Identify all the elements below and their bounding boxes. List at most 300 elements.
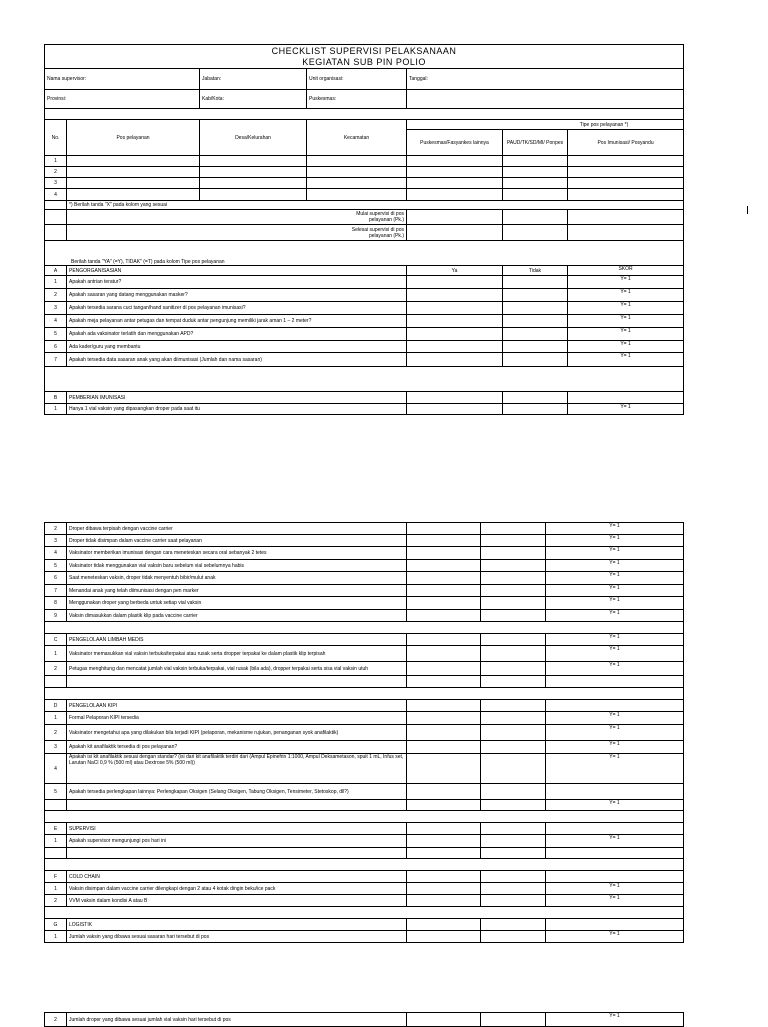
- table-cell: [67, 800, 407, 811]
- table-row: [45, 90, 684, 109]
- checklist-row: [45, 712, 684, 725]
- checklist-row: [45, 535, 684, 547]
- table-row: [45, 189, 684, 201]
- table-cell: Jumlah vaksin yang dibawa sesuai sasaran hari tersebut di pos: [67, 931, 407, 943]
- col-kecamatan-header: Kecamatan: [307, 120, 407, 156]
- table-cell: [200, 167, 307, 178]
- checklist-row: [45, 610, 684, 622]
- table-cell: [45, 907, 684, 919]
- table-cell: [407, 835, 481, 848]
- section-a-title: PENGORGANISASIAN: [67, 266, 407, 276]
- table-cell: [481, 523, 546, 535]
- table-cell: [407, 404, 503, 415]
- table-cell: [481, 741, 546, 754]
- table-row: [45, 69, 684, 90]
- table-row: [45, 634, 684, 646]
- table-cell: [568, 178, 684, 189]
- table-cell: [67, 178, 200, 189]
- table-cell: [481, 662, 546, 676]
- checklist-row: [45, 597, 684, 610]
- provinsi-label: Provinsi:: [45, 90, 200, 109]
- table-cell: [407, 800, 481, 811]
- table-cell: [481, 572, 546, 585]
- table-cell: 1: [45, 156, 67, 167]
- checklist-row: [45, 302, 684, 315]
- table-cell: [407, 560, 481, 572]
- table-cell: [546, 848, 684, 859]
- table-cell: Y= 1: [546, 535, 684, 547]
- table-cell: Menandai anak yang telah diimunisasi dengan pen marker: [67, 585, 407, 597]
- table-cell: 4: [45, 547, 67, 560]
- table-cell: [45, 622, 684, 634]
- pos-note: *) Berilah tanda "X" pada kolom yang sesuai: [67, 201, 684, 210]
- table-cell: [481, 1013, 546, 1027]
- checklist-page-2: [44, 522, 684, 943]
- table-cell: 3: [45, 535, 67, 547]
- table-cell: [45, 210, 67, 225]
- table-cell: 8: [45, 597, 67, 610]
- table-cell: Vaksinator memberikan imunisasi dengan cara meneteskan secara oral sebanyak 2 tetes: [67, 547, 407, 560]
- table-cell: [407, 523, 481, 535]
- table-row: [45, 178, 684, 189]
- checklist-row: [45, 835, 684, 848]
- table-cell: Y= 1: [546, 931, 684, 943]
- checklist-row: [45, 883, 684, 895]
- table-cell: 2: [45, 895, 67, 907]
- table-cell: [546, 676, 684, 688]
- table-cell: Y= 1: [568, 341, 684, 353]
- table-cell: Formal Pelaporan KIPI tersedia: [67, 712, 407, 725]
- table-cell: Apakah sasaran yang datang menggunakan masker?: [67, 289, 407, 302]
- table-cell: [481, 784, 546, 800]
- tanggal-label: Tanggal:: [407, 69, 684, 90]
- table-cell: [546, 700, 684, 712]
- table-cell: 4: [45, 315, 67, 328]
- table-row: [45, 45, 684, 69]
- table-cell: [45, 688, 684, 700]
- table-cell: Droper dibawa terpisah dengan vaccine carrier: [67, 523, 407, 535]
- table-cell: Y= 1: [546, 1013, 684, 1027]
- table-cell: [481, 597, 546, 610]
- table-cell: 2: [45, 662, 67, 676]
- table-cell: [407, 156, 503, 167]
- table-cell: Y= 1: [546, 547, 684, 560]
- table-cell: [407, 784, 481, 800]
- checklist-page-3: [44, 1012, 684, 1027]
- table-cell: Y= 1: [546, 662, 684, 676]
- table-cell: [481, 646, 546, 662]
- table-cell: [503, 315, 568, 328]
- table-cell: D: [45, 700, 67, 712]
- table-cell: [503, 276, 568, 289]
- table-cell: [481, 634, 546, 646]
- checklist-row: [45, 725, 684, 741]
- document-title: [45, 45, 684, 69]
- table-cell: Saat meneteskan vaksin, droper tidak menyentuh bibir/mulut anak: [67, 572, 407, 585]
- table-cell: [407, 535, 481, 547]
- table-row: [45, 210, 684, 225]
- table-cell: [407, 712, 481, 725]
- table-cell: [568, 225, 684, 241]
- table-cell: Y= 1: [546, 741, 684, 754]
- table-row: [45, 907, 684, 919]
- table-cell: [503, 404, 568, 415]
- table-cell: [503, 328, 568, 341]
- table-row: [45, 800, 684, 811]
- table-row: [45, 700, 684, 712]
- table-cell: [45, 367, 684, 392]
- table-cell: 5: [45, 560, 67, 572]
- table-row: [45, 688, 684, 700]
- table-cell: Vaksinator tidak menggunakan vial vaksin baru sebelum vial sebelumnya habis: [67, 560, 407, 572]
- table-cell: Apakah tersedia sarana cuci tangan/hand sanitizer di pos pelayanan imunisasi?: [67, 302, 407, 315]
- table-cell: C: [45, 634, 67, 646]
- table-cell: [407, 547, 481, 560]
- table-cell: Vaksin disimpan dalam vaccine carrier dilengkapi dengan 2 atau 4 kotak dingin beku/ice pack: [67, 883, 407, 895]
- table-cell: [45, 800, 67, 811]
- table-cell: [407, 610, 481, 622]
- table-cell: [503, 167, 568, 178]
- table-cell: [481, 676, 546, 688]
- selesai-supervisi-label: Selesai supervisi di pos pelayanan (Pk.): [67, 225, 407, 241]
- table-cell: [407, 276, 503, 289]
- col-paud-header: PAUD/TK/SD/MI/ Ponpes: [503, 130, 568, 156]
- table-cell: [568, 167, 684, 178]
- table-cell: [568, 156, 684, 167]
- checklist-row: [45, 662, 684, 676]
- table-cell: 2: [45, 289, 67, 302]
- table-cell: [503, 210, 568, 225]
- table-cell: [407, 328, 503, 341]
- table-cell: [503, 353, 568, 367]
- table-cell: [407, 634, 481, 646]
- table-cell: [481, 800, 546, 811]
- checklist-row: [45, 276, 684, 289]
- table-row: [45, 109, 684, 120]
- table-cell: Vaksinator mengetahui apa yang dilakukan bila terjadi KIPI (pelaporan, mekanisme rujukan, penanganan syok anafilaktik): [67, 725, 407, 741]
- table-cell: [407, 178, 503, 189]
- table-cell: [407, 1013, 481, 1027]
- table-cell: 5: [45, 784, 67, 800]
- table-cell: [407, 189, 503, 201]
- table-cell: [546, 784, 684, 800]
- instruction-text: Berilah tanda "YA" (=Y), TIDAK" (=T) pada kolom Tipe pos pelayanan: [45, 241, 684, 266]
- table-cell: Apakah meja pelayanan antar petugas dan tempat duduk antar pengunjung memiliki jarak aman 1 – 2 meter?: [67, 315, 407, 328]
- table-cell: Ada kader/guru yang membantu: [67, 341, 407, 353]
- table-cell: [481, 610, 546, 622]
- table-cell: E: [45, 823, 67, 835]
- table-cell: Y= 1: [568, 328, 684, 341]
- table-cell: Y= 1: [546, 800, 684, 811]
- table-row: [45, 167, 684, 178]
- table-cell: [568, 189, 684, 201]
- checklist-row: [45, 328, 684, 341]
- table-cell: [407, 676, 481, 688]
- table-cell: [67, 189, 200, 201]
- table-cell: [481, 883, 546, 895]
- table-cell: [407, 210, 503, 225]
- table-cell: [481, 535, 546, 547]
- table-cell: [481, 754, 546, 784]
- section-g-title: LOGISTIK: [67, 919, 407, 931]
- table-cell: 9: [45, 610, 67, 622]
- table-cell: Petugas menghitung dan mencatat jumlah vial vaksin terbuka/terpakai, vial rusak (bila ada), dropper terpakai serta sisa vial vaksin utuh: [67, 662, 407, 676]
- col-ya-header: Ya: [407, 266, 503, 276]
- table-cell: Jumlah droper yang dibawa sesuai jumlah vial vaksin hari tersebut di pos: [67, 1013, 407, 1027]
- table-cell: Menggunakan droper yang berbeda untuk setiap vial vaksin: [67, 597, 407, 610]
- table-cell: [481, 823, 546, 835]
- table-cell: [481, 848, 546, 859]
- table-cell: Apakah ada vaksinator terlatih dan menggunakan APD?: [67, 328, 407, 341]
- table-cell: [503, 178, 568, 189]
- table-row: [45, 848, 684, 859]
- table-cell: Y= 1: [546, 585, 684, 597]
- checklist-row: [45, 289, 684, 302]
- table-cell: Apakah supervisor mengunjungi pos hari ini: [67, 835, 407, 848]
- table-cell: [200, 156, 307, 167]
- table-cell: 1: [45, 404, 67, 415]
- table-cell: Y= 1: [546, 835, 684, 848]
- section-d-title: PENGELOLAAN KIPI: [67, 700, 407, 712]
- table-cell: 1: [45, 712, 67, 725]
- table-cell: Y= 1: [568, 276, 684, 289]
- table-cell: [200, 189, 307, 201]
- table-cell: [407, 225, 503, 241]
- table-cell: [407, 871, 481, 883]
- table-cell: [200, 178, 307, 189]
- table-cell: 2: [45, 523, 67, 535]
- checklist-row: [45, 523, 684, 535]
- section-c-title: PENGELOLAAN LIMBAH MEDIS: [67, 634, 407, 646]
- table-cell: [481, 725, 546, 741]
- table-row: [45, 859, 684, 871]
- table-cell: [307, 156, 407, 167]
- col-desa-header: Desa/Kelurahan: [200, 120, 307, 156]
- table-cell: [67, 156, 200, 167]
- table-cell: Apakah antrian teratur?: [67, 276, 407, 289]
- table-cell: [546, 919, 684, 931]
- checklist-row: [45, 341, 684, 353]
- checklist-row: [45, 585, 684, 597]
- table-row: [45, 241, 684, 266]
- table-cell: 6: [45, 341, 67, 353]
- table-cell: 2: [45, 725, 67, 741]
- kab-kota-label: Kab/Kota:: [200, 90, 307, 109]
- table-row: [45, 225, 684, 241]
- table-cell: 1: [45, 276, 67, 289]
- table-cell: [481, 919, 546, 931]
- table-row: [45, 919, 684, 931]
- table-row: [45, 201, 684, 210]
- table-cell: [407, 725, 481, 741]
- table-row: [45, 120, 684, 130]
- table-cell: 6: [45, 572, 67, 585]
- checklist-row: [45, 315, 684, 328]
- table-cell: Y= 1: [568, 289, 684, 302]
- nama-supervisor-label: Nama supervisor:: [45, 69, 200, 90]
- table-cell: 7: [45, 585, 67, 597]
- table-cell: Y= 1: [546, 712, 684, 725]
- table-cell: Y= 1: [568, 353, 684, 367]
- checklist-row: [45, 353, 684, 367]
- col-tidak-header: Tidak: [503, 266, 568, 276]
- table-cell: [481, 895, 546, 907]
- checklist-row: [45, 1013, 684, 1027]
- table-cell: [307, 178, 407, 189]
- table-cell: 2: [45, 167, 67, 178]
- table-cell: Y= 1: [568, 302, 684, 315]
- table-cell: [407, 848, 481, 859]
- table-cell: [407, 315, 503, 328]
- title-line-2: KEGIATAN SUB PIN POLIO: [302, 56, 426, 67]
- table-cell: G: [45, 919, 67, 931]
- table-cell: Y= 1: [546, 754, 684, 784]
- table-cell: [481, 871, 546, 883]
- puskesmas-label: Puskesmas:: [307, 90, 407, 109]
- table-cell: F: [45, 871, 67, 883]
- col-skor-header: SKOR: [568, 266, 684, 276]
- table-cell: 4: [45, 754, 67, 784]
- table-cell: 3: [45, 178, 67, 189]
- checklist-row: [45, 547, 684, 560]
- table-cell: [503, 392, 568, 404]
- table-cell: Vaksinator memasukkan vial vaksin terbuka/terpakai atau rusak serta dropper terpakai ke dalam plastik klip terpisah: [67, 646, 407, 662]
- table-cell: 3: [45, 741, 67, 754]
- table-cell: [407, 353, 503, 367]
- table-cell: 5: [45, 328, 67, 341]
- table-cell: Hanya 1 vial vaksin yang dipasangkan droper pada saat itu: [67, 404, 407, 415]
- checklist-row: [45, 646, 684, 662]
- table-cell: Apakah isi kit anafilaktik sesuai dengan standar? (isi dari kit anafilaktik terdiri dari (Ampul Epinefrin 1:1000, Ampul Deksametason, spuit 1 mL, Infus set, Larutan NaCl 0,9 % (500 ml) atau Dextrose 5% (500 ml)): [67, 754, 407, 784]
- table-cell: [503, 189, 568, 201]
- table-cell: 1: [45, 931, 67, 943]
- unit-organisasi-label: Unit organisasi:: [307, 69, 407, 90]
- table-cell: Vaksin dimasukkan dalam plastik klip pada vaccine carrier: [67, 610, 407, 622]
- table-cell: Y= 1: [546, 634, 684, 646]
- table-cell: [503, 289, 568, 302]
- table-cell: [407, 597, 481, 610]
- table-row: [45, 823, 684, 835]
- table-cell: A: [45, 266, 67, 276]
- checklist-row: [45, 895, 684, 907]
- table-cell: [407, 895, 481, 907]
- col-no-header: No.: [45, 120, 67, 156]
- table-cell: VVM vaksin dalam kondisi A atau B: [67, 895, 407, 907]
- table-cell: [45, 109, 684, 120]
- table-cell: [407, 90, 684, 109]
- table-cell: Droper tidak disimpan dalam vaccine carrier saat pelayanan: [67, 535, 407, 547]
- table-cell: Y= 1: [568, 315, 684, 328]
- section-f-title: COLD CHAIN: [67, 871, 407, 883]
- mulai-supervisi-label: Mulai supervisi di pos pelayanan (Pk.): [67, 210, 407, 225]
- table-cell: [407, 341, 503, 353]
- table-cell: [407, 392, 503, 404]
- table-cell: [45, 201, 67, 210]
- table-cell: [503, 302, 568, 315]
- section-b-title: PEMBERIAN IMUNISASI: [67, 392, 407, 404]
- table-cell: [481, 560, 546, 572]
- margin-mark: [747, 206, 748, 214]
- table-row: [45, 811, 684, 823]
- table-row: [45, 156, 684, 167]
- table-row: [45, 367, 684, 392]
- table-cell: [407, 700, 481, 712]
- table-cell: Y= 1: [546, 523, 684, 535]
- title-line-1: CHECKLIST SUPERVISI PELAKSANAAN: [271, 45, 457, 56]
- table-cell: [503, 341, 568, 353]
- table-cell: [481, 585, 546, 597]
- checklist-row: [45, 931, 684, 943]
- col-puskesmas-header: Puskesmas/Fasyankes lainnya: [407, 130, 503, 156]
- table-cell: [481, 547, 546, 560]
- table-cell: Y= 1: [546, 883, 684, 895]
- checklist-row: [45, 741, 684, 754]
- checklist-row: [45, 754, 684, 784]
- table-cell: [67, 167, 200, 178]
- table-cell: [45, 811, 684, 823]
- table-cell: Y= 1: [546, 725, 684, 741]
- checklist-row: [45, 572, 684, 585]
- table-cell: [407, 919, 481, 931]
- table-cell: [407, 662, 481, 676]
- table-row: [45, 676, 684, 688]
- table-cell: 7: [45, 353, 67, 367]
- checklist-page-1: [44, 44, 684, 415]
- table-row: [45, 871, 684, 883]
- col-posyandu-header: Pos Imunisasi/ Posyandu: [568, 130, 684, 156]
- table-cell: Y= 1: [546, 560, 684, 572]
- table-cell: Y= 1: [568, 404, 684, 415]
- col-pos-header: Pos pelayanan: [67, 120, 200, 156]
- table-row: [45, 392, 684, 404]
- table-cell: Y= 1: [546, 610, 684, 622]
- table-cell: [307, 189, 407, 201]
- table-cell: Y= 1: [546, 646, 684, 662]
- table-cell: [407, 741, 481, 754]
- table-cell: [407, 289, 503, 302]
- table-cell: [407, 823, 481, 835]
- table-cell: [568, 392, 684, 404]
- table-cell: [407, 572, 481, 585]
- table-cell: [481, 835, 546, 848]
- checklist-row: [45, 784, 684, 800]
- table-cell: [67, 848, 407, 859]
- table-cell: [546, 871, 684, 883]
- table-cell: 1: [45, 835, 67, 848]
- table-cell: [407, 883, 481, 895]
- table-cell: [481, 700, 546, 712]
- table-cell: [45, 225, 67, 241]
- table-cell: 4: [45, 189, 67, 201]
- tipe-pos-header: Tipe pos pelayanan *): [407, 120, 684, 130]
- table-row: [45, 266, 684, 276]
- table-cell: 2: [45, 1013, 67, 1027]
- table-cell: [407, 302, 503, 315]
- table-cell: [67, 676, 407, 688]
- table-cell: Y= 1: [546, 597, 684, 610]
- table-cell: Apakah tersedia perlengkapan lainnya: Perlengkapan Oksigen (Selang Oksigen, Tabung Oksigen, Tensimeter, Stetoskop, dll?): [67, 784, 407, 800]
- table-cell: [481, 712, 546, 725]
- table-cell: [503, 225, 568, 241]
- table-cell: [45, 676, 67, 688]
- table-cell: Y= 1: [546, 572, 684, 585]
- table-cell: [568, 210, 684, 225]
- jabatan-label: Jabatan:: [200, 69, 307, 90]
- checklist-row: [45, 404, 684, 415]
- table-cell: [45, 859, 684, 871]
- table-cell: Y= 1: [546, 895, 684, 907]
- table-cell: 1: [45, 646, 67, 662]
